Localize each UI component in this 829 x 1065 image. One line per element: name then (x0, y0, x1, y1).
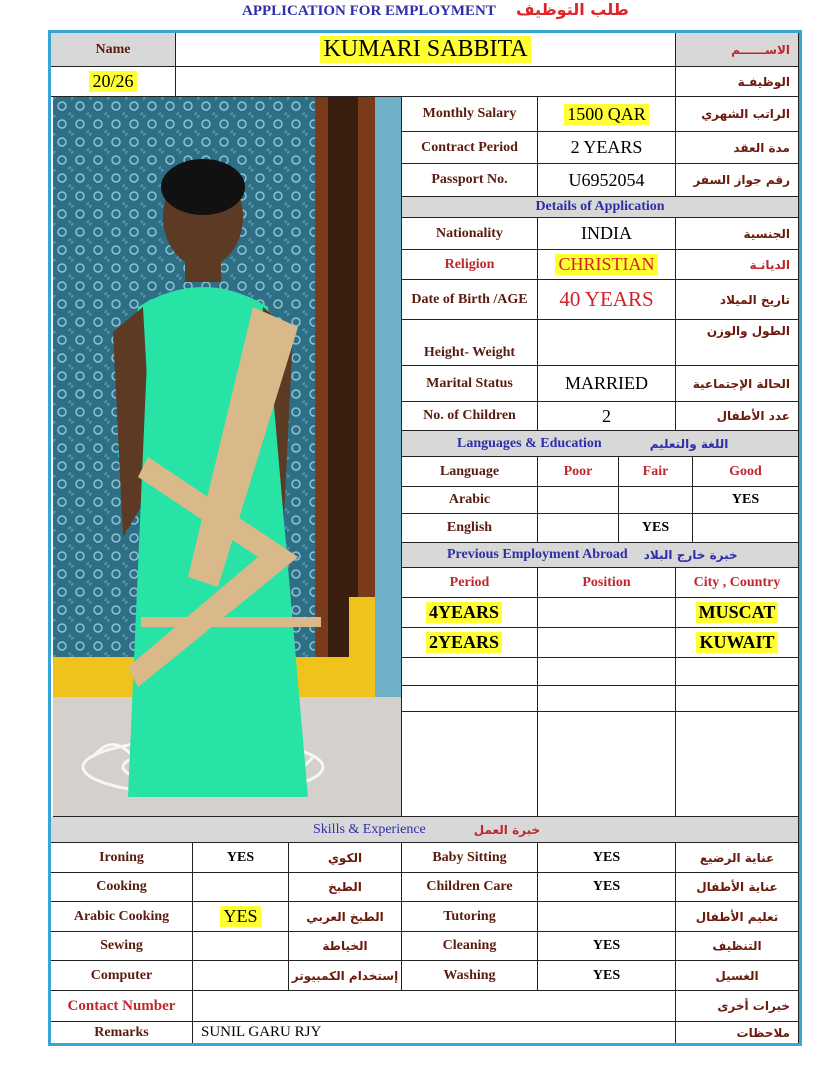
emp-row3-period (402, 658, 538, 686)
skill-right-2-value: YES (538, 873, 676, 902)
emp-row2-period-cell (402, 628, 538, 658)
skill-left-3-label: Arabic Cooking (51, 902, 193, 932)
skill-left-2-value (193, 873, 289, 902)
emp-row2-period: 2YEARS (426, 632, 502, 653)
nationality-value: INDIA (538, 218, 676, 250)
skill-arabic-cooking-value: YES (220, 906, 260, 927)
emp-row5-position (538, 712, 676, 817)
skill-right-5-value: YES (538, 961, 676, 991)
skill-left-1-value: YES (193, 843, 289, 873)
skills-heading: Skills & Experience (313, 821, 426, 837)
remarks-label-ar: ملاحظات (676, 1022, 799, 1043)
emp-row4-city (676, 686, 799, 712)
skill-left-5-label-ar: إستخدام الكمبيوتر (289, 961, 402, 991)
skill-left-1-label: Ironing (51, 843, 193, 873)
emp-row5-period (402, 712, 538, 817)
skill-left-3-value (193, 902, 289, 932)
skill-right-4-label: Cleaning (402, 932, 538, 961)
lang-arabic-fair (619, 487, 693, 514)
title-english: APPLICATION FOR EMPLOYMENT (242, 3, 496, 19)
skill-left-5-label: Computer (51, 961, 193, 991)
emp-row1-period: 4YEARS (426, 602, 502, 623)
skill-right-1-label-ar: عناية الرضيع (676, 843, 799, 873)
emp-row4-period (402, 686, 538, 712)
children-label-ar: عدد الأطفال (676, 402, 799, 431)
skill-right-3-value (538, 902, 676, 932)
name-label-ar: الاســــــم (676, 33, 799, 67)
skill-left-3-label-ar: الطبخ العربي (289, 902, 402, 932)
skill-right-4-value: YES (538, 932, 676, 961)
skill-left-4-label: Sewing (51, 932, 193, 961)
lang-col-poor: Poor (538, 457, 619, 487)
position-value: 20/26 (89, 71, 136, 92)
lang-col-language: Language (402, 457, 538, 487)
dob-label-ar: تاريخ الميلاد (676, 280, 799, 320)
skill-left-2-label: Cooking (51, 873, 193, 902)
contract-label-ar: مدة العقد (676, 132, 799, 164)
skill-right-2-label: Children Care (402, 873, 538, 902)
contract-value: 2 YEARS (538, 132, 676, 164)
applicant-photo (53, 97, 402, 817)
dob-value: 40 YEARS (538, 280, 676, 320)
skill-right-2-label-ar: عناية الأطفال (676, 873, 799, 902)
religion-label: Religion (402, 250, 538, 280)
emp-col-position: Position (538, 568, 676, 598)
employment-heading-ar: خبرة خارج البلاد (643, 548, 738, 562)
contact-value (193, 991, 676, 1022)
contact-label-ar: خبرات أخرى (676, 991, 799, 1022)
marital-label: Marital Status (402, 366, 538, 402)
title-arabic: طلب التوظيف (516, 0, 629, 19)
emp-row5-city (676, 712, 799, 817)
skill-right-4-label-ar: التنظيف (676, 932, 799, 961)
religion-value: CHRISTIAN (555, 254, 657, 275)
employment-heading-row (402, 543, 799, 568)
children-label: No. of Children (402, 402, 538, 431)
emp-row4-position (538, 686, 676, 712)
lang-arabic-label: Arabic (402, 487, 538, 514)
lang-col-fair: Fair (619, 457, 693, 487)
skill-right-5-label-ar: الغسيل (676, 961, 799, 991)
emp-row1-position (538, 598, 676, 628)
skill-right-1-value: YES (538, 843, 676, 873)
emp-col-city: City , Country (676, 568, 799, 598)
emp-col-period: Period (402, 568, 538, 598)
passport-label: Passport No. (402, 164, 538, 197)
name-label: Name (51, 33, 176, 67)
emp-row2-position (538, 628, 676, 658)
salary-label-ar: الراتب الشهري (676, 97, 799, 132)
religion-value-cell (538, 250, 676, 280)
position-value-cell (51, 67, 176, 97)
skill-left-2-label-ar: الطبخ (289, 873, 402, 902)
page-header (0, 0, 829, 28)
lang-english-poor (538, 514, 619, 543)
application-form (48, 30, 802, 1046)
religion-label-ar: الديانـة (676, 250, 799, 280)
skill-right-1-label: Baby Sitting (402, 843, 538, 873)
lang-col-good: Good (693, 457, 799, 487)
name-value: KUMARI SABBITA (320, 36, 530, 63)
lang-arabic-good: YES (693, 487, 799, 514)
height-label: Height- Weight (402, 320, 538, 366)
nationality-label: Nationality (402, 218, 538, 250)
nationality-label-ar: الجنسية (676, 218, 799, 250)
remarks-value: SUNIL GARU RJY (193, 1022, 676, 1043)
employment-heading: Previous Employment Abroad (447, 547, 628, 562)
skills-heading-row (51, 817, 799, 843)
skill-right-5-label: Washing (402, 961, 538, 991)
photo-illustration (53, 97, 402, 817)
lang-english-good (693, 514, 799, 543)
details-heading: Details of Application (402, 197, 799, 218)
skill-right-3-label: Tutoring (402, 902, 538, 932)
skill-right-3-label-ar: تعليم الأطفال (676, 902, 799, 932)
salary-value: 1500 QAR (564, 104, 649, 125)
skill-left-4-label-ar: الخياطة (289, 932, 402, 961)
emp-row1-city: MUSCAT (696, 602, 779, 623)
emp-row2-city-cell (676, 628, 799, 658)
height-label-ar: الطول والوزن (676, 320, 799, 366)
height-value (538, 320, 676, 366)
lang-arabic-poor (538, 487, 619, 514)
languages-heading-ar: اللغة والتعليم (649, 436, 729, 451)
languages-heading-row (402, 431, 799, 457)
marital-label-ar: الحالة الإجتماعية (676, 366, 799, 402)
remarks-label: Remarks (51, 1022, 193, 1043)
emp-row1-period-cell (402, 598, 538, 628)
marital-value: MARRIED (538, 366, 676, 402)
position-label-ar: الوظيفـة (676, 67, 799, 97)
lang-english-label: English (402, 514, 538, 543)
emp-row3-position (538, 658, 676, 686)
skill-left-4-value (193, 932, 289, 961)
lang-english-fair: YES (619, 514, 693, 543)
children-value: 2 (538, 402, 676, 431)
salary-value-cell (538, 97, 676, 132)
name-value-cell (176, 33, 676, 67)
contact-label: Contact Number (51, 991, 193, 1022)
skill-left-1-label-ar: الكوي (289, 843, 402, 873)
skills-heading-ar: خبرة العمل (473, 822, 541, 837)
emp-row3-city (676, 658, 799, 686)
emp-row1-city-cell (676, 598, 799, 628)
skill-left-5-value (193, 961, 289, 991)
salary-label: Monthly Salary (402, 97, 538, 132)
passport-label-ar: رقم جواز السفر (676, 164, 799, 197)
languages-heading: Languages & Education (457, 435, 602, 451)
emp-row2-city: KUWAIT (696, 632, 777, 653)
position-empty (176, 67, 676, 97)
contract-label: Contract Period (402, 132, 538, 164)
dob-label: Date of Birth /AGE (402, 280, 538, 320)
passport-value: U6952054 (538, 164, 676, 197)
